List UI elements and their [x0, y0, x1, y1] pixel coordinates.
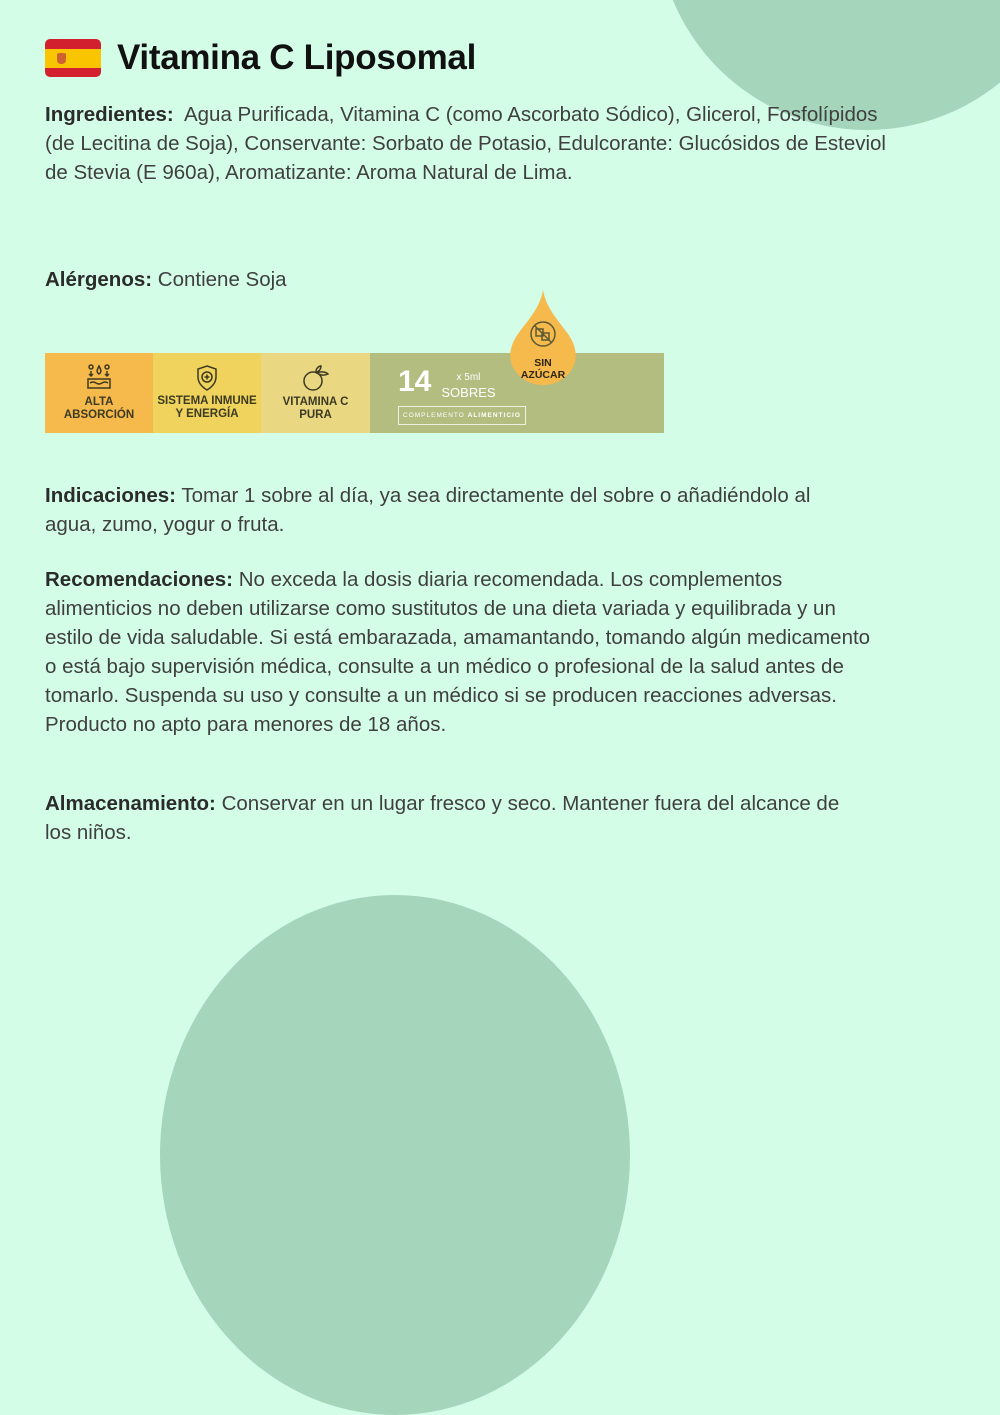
spain-flag-icon	[45, 39, 101, 77]
food-supplement-tag: COMPLEMENTO ALIMENTICIO	[398, 406, 526, 425]
sachet-count: 14	[398, 365, 432, 398]
indications-label: Indicaciones:	[45, 484, 177, 507]
sugar-free-badge	[506, 290, 580, 385]
storage-label: Almacenamiento:	[45, 792, 216, 815]
feature-high-absorption	[45, 353, 153, 433]
page-title: Vitamina C Liposomal	[117, 38, 476, 77]
indications-text: Tomar 1 sobre al día, ya sea directamente del sobre o añadiéndolo al agua, zumo, yogur o fruta.	[45, 484, 811, 536]
sugar-free-line2: AZÚCAR	[520, 369, 566, 381]
feature-label-line1: VITAMINA C	[282, 396, 349, 408]
decorative-circle-bottom	[160, 895, 630, 1415]
sachet-quantity	[398, 365, 496, 400]
feature-label-line2: Y ENERGÍA	[175, 408, 239, 420]
header	[45, 38, 476, 78]
ingredients-label: Ingredientes:	[45, 103, 174, 126]
storage-text: Conservar en un lugar fresco y seco. Mantener fuera del alcance de los niños.	[45, 792, 840, 844]
feature-label-line1: ALTA	[84, 396, 114, 408]
storage-section	[45, 789, 845, 847]
indications-section	[45, 481, 845, 539]
feature-label-line2: PURA	[299, 409, 332, 421]
citrus-fruit-icon	[302, 364, 330, 392]
sugar-free-line1: SIN	[534, 357, 552, 369]
feature-immune-energy	[153, 353, 261, 433]
feature-pure-vitamin-c	[261, 353, 370, 433]
ingredients-text: Agua Purificada, Vitamina C (como Ascorbato Sódico), Glicerol, Fosfolípidos (de Lecitina de Soja), Conservante: Sorbato de Potasio, Edulcorante: Glucósidos de Esteviol de Stevia (E 960a), Aromatizante: Aroma Natural de Lima.	[45, 103, 886, 184]
sachet-size: x 5ml	[456, 372, 481, 383]
recommendations-section	[45, 565, 885, 739]
allergens-label: Alérgenos:	[45, 268, 153, 291]
feature-label-line2: ABSORCIÓN	[63, 409, 135, 421]
shield-plus-icon	[196, 365, 218, 391]
feature-label-line1: SISTEMA INMUNE	[157, 395, 257, 407]
allergens-text: Contiene Soja	[157, 268, 287, 291]
no-sugar-icon	[529, 320, 557, 348]
recommendations-text: No exceda la dosis diaria recomendada. Los complementos alimenticios no deben utilizarse como sustitutos de una dieta variada y equilibrada y un estilo de vida saludable. Si está embarazada, amamantando, tomando algún medicamento o está bajo supervisión médica, consulte a un médico o profesional de la salud antes de tomarlo. Suspenda su uso y consulte a un médico si se producen reacciones adversas. Producto no apto para menores de 18 años.	[45, 568, 871, 736]
absorption-icon	[86, 364, 112, 392]
sachet-unit-label: SOBRES	[441, 385, 496, 400]
recommendations-label: Recomendaciones:	[45, 568, 233, 591]
ingredients-section	[45, 100, 895, 187]
